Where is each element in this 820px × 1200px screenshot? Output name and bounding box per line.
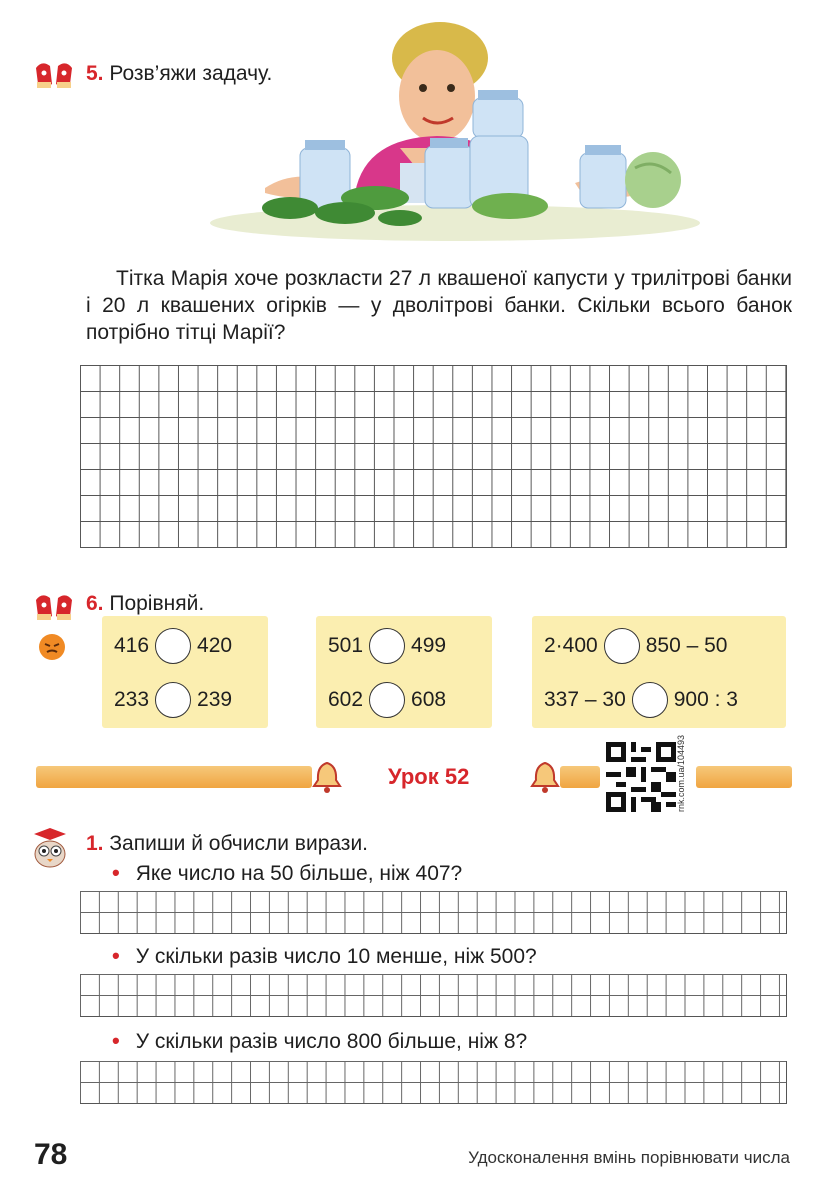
bell-icon <box>312 760 342 794</box>
page-number: 78 <box>34 1138 68 1171</box>
compare-left-value: 337 – 30 <box>544 688 626 711</box>
task1-question-1 <box>112 860 462 886</box>
qr-caption: rnk.com.ua/104493 <box>676 734 686 812</box>
lesson-band-right-end <box>696 766 792 788</box>
compare-row <box>544 628 727 664</box>
task6-heading <box>86 592 204 616</box>
task5-answer-grid[interactable] <box>80 365 787 548</box>
woman-with-jars-illustration <box>205 18 705 243</box>
compare-left-value: 233 <box>114 688 150 711</box>
task1-question-2 <box>112 943 537 969</box>
task1-heading <box>86 832 368 856</box>
bullet: • <box>112 860 120 885</box>
task1-question-3 <box>112 1028 527 1054</box>
bullet: • <box>112 1028 120 1053</box>
question-text: Яке число на 50 більше, ніж 407? <box>135 862 463 885</box>
task1-number: 1. <box>86 832 104 855</box>
mittens-icon <box>32 590 76 624</box>
compare-right-value: 850 – 50 <box>645 634 728 657</box>
compare-answer-circle[interactable] <box>604 628 640 664</box>
compare-left-value: 2·400 <box>544 634 598 657</box>
task1-answer-grid-2[interactable] <box>80 974 787 1017</box>
task5-number: 5. <box>86 62 104 85</box>
emoji-face-icon <box>38 633 66 661</box>
lesson-band-left <box>36 766 312 788</box>
compare-right-value: 239 <box>197 688 233 711</box>
compare-right-value: 420 <box>197 634 233 657</box>
qr-code-icon[interactable] <box>606 742 676 812</box>
task5-instruction: Розв’яжи задачу. <box>109 62 273 85</box>
owl-professor-icon <box>30 826 70 868</box>
compare-answer-circle[interactable] <box>155 628 191 664</box>
question-text: У скільки разів число 800 більше, ніж 8? <box>135 1030 528 1053</box>
compare-left-value: 602 <box>328 688 364 711</box>
question-text: У скільки разів число 10 менше, ніж 500? <box>135 945 537 968</box>
compare-answer-circle[interactable] <box>369 682 405 718</box>
compare-row <box>544 682 738 718</box>
task1-answer-grid-1[interactable] <box>80 891 787 934</box>
task6-instruction: Порівняй. <box>109 592 205 615</box>
compare-row <box>328 682 446 718</box>
task5-text: Тітка Марія хоче розкласти 27 л квашеної капусти у трилітрові банки і 20 л квашених огірків — у дволітрові банки. Скільки всього банок потрібно тітці Марії? <box>86 267 792 344</box>
lesson-title: Урок 52 <box>388 764 470 789</box>
lesson-band-right <box>560 766 600 788</box>
compare-right-value: 900 : 3 <box>673 688 738 711</box>
task1-instruction: Запиши й обчисли вирази. <box>109 832 369 855</box>
compare-answer-circle[interactable] <box>155 682 191 718</box>
bell-icon <box>530 760 560 794</box>
task1-answer-grid-3[interactable] <box>80 1061 787 1104</box>
page-topic: Удосконалення вмінь порівнювати числа <box>468 1148 790 1167</box>
compare-answer-circle[interactable] <box>369 628 405 664</box>
compare-row <box>328 628 446 664</box>
compare-left-value: 501 <box>328 634 364 657</box>
mittens-icon <box>32 58 76 92</box>
task6-number: 6. <box>86 592 104 615</box>
compare-answer-circle[interactable] <box>632 682 668 718</box>
compare-row <box>114 682 232 718</box>
bullet: • <box>112 943 120 968</box>
compare-row <box>114 628 232 664</box>
compare-left-value: 416 <box>114 634 150 657</box>
compare-right-value: 608 <box>411 688 447 711</box>
compare-right-value: 499 <box>411 634 447 657</box>
